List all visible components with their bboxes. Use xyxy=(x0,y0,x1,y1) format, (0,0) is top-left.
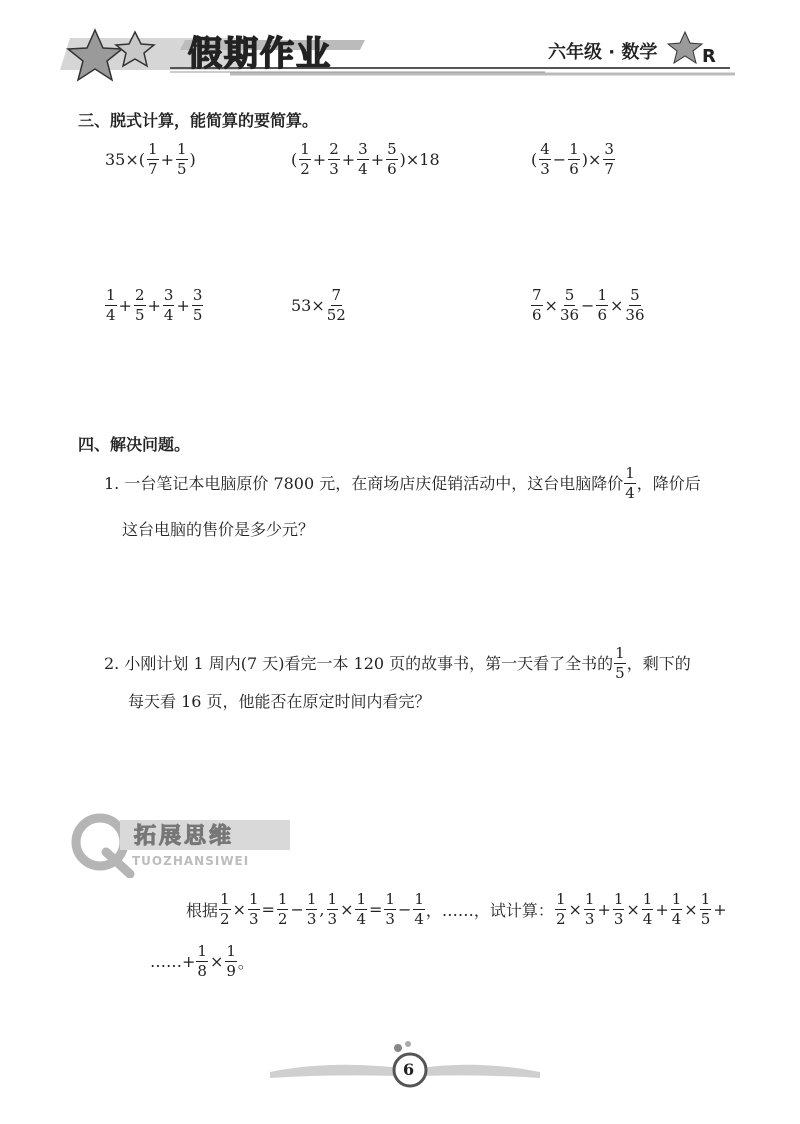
section3-heading: 三、脱式计算，能简算的要简算。 xyxy=(78,111,319,130)
fraction: $\frac{5}{36}$ xyxy=(559,286,580,324)
footer-decoration xyxy=(0,1030,800,1110)
small-star-icon xyxy=(668,32,702,63)
fraction: $\frac{7}{52}$ xyxy=(326,286,346,324)
fraction: $\frac{2}{3}$ xyxy=(329,140,339,178)
fraction: $\frac{1}{9}$ xyxy=(226,942,236,980)
fraction: $\frac{1}{4}$ xyxy=(642,890,653,928)
problem-1-line-2: 这台电脑的售价是多少元？ xyxy=(122,520,315,539)
fraction: $\frac{1}{4}$ xyxy=(356,890,367,928)
fraction: $\frac{7}{6}$ xyxy=(532,286,542,324)
fraction: $\frac{1}{7}$ xyxy=(148,140,158,178)
page-number: 6 xyxy=(403,1060,415,1079)
fraction: $\frac{5}{6}$ xyxy=(387,140,397,178)
expression-5: 53× $\frac{7}{52}$ xyxy=(291,286,346,324)
extension-line-1: 根据 $\frac{1}{2}$ × $\frac{1}{3}$ = $\frac{1}{2}$ − $\frac{1}{3}$ , $\frac{1}{3}$ × $\frac{1}{4}$ = $\frac{1}{3}$ − $\frac{1}{4}$ ，……，试计算： $\frac{1}{2}$ × $\frac{1}{3}$ + $\frac{1}{3}$ × $\frac{1}{4}$ + $\frac{1}{4}$ × $\frac{1}{5}$ + xyxy=(186,890,727,928)
fraction: $\frac{1}{5}$ xyxy=(615,644,625,682)
fraction: $\frac{1}{2}$ xyxy=(555,890,566,928)
fraction: $\frac{1}{4}$ xyxy=(671,890,682,928)
expression-3: ( $\frac{4}{3}$ − $\frac{1}{6}$ )× $\frac{3}{7}$ xyxy=(531,140,614,178)
fraction: $\frac{1}{2}$ xyxy=(220,890,230,928)
header-decoration xyxy=(0,0,800,100)
fraction: $\frac{1}{3}$ xyxy=(385,890,395,928)
fraction: $\frac{1}{6}$ xyxy=(569,140,579,178)
extension-subtitle: TUOZHANSIWEI xyxy=(132,854,250,868)
fraction: $\frac{5}{36}$ xyxy=(625,286,645,324)
fraction: $\frac{1}{6}$ xyxy=(597,286,607,324)
fraction: $\frac{1}{4}$ xyxy=(414,890,424,928)
fraction: $\frac{1}{5}$ xyxy=(700,890,711,928)
extension-line-2: ……+ $\frac{1}{8}$ × $\frac{1}{9}$ 。 xyxy=(150,942,254,980)
fraction: $\frac{3}{4}$ xyxy=(163,286,174,324)
fraction: $\frac{1}{3}$ xyxy=(306,890,317,928)
edition-badge: R xyxy=(702,46,716,67)
fraction: $\frac{3}{4}$ xyxy=(358,140,368,178)
fraction: $\frac{1}{3}$ xyxy=(248,890,259,928)
expression-4: $\frac{1}{4}$ + $\frac{2}{5}$ + $\frac{3}{4}$ + $\frac{3}{5}$ xyxy=(106,286,203,324)
fraction: $\frac{1}{4}$ xyxy=(106,286,116,324)
page-footer xyxy=(0,1030,800,1110)
extension-banner xyxy=(70,812,290,878)
grade-subject-label: 六年级 · 数学 xyxy=(548,42,658,63)
problem-1-line-1: 1. 一台笔记本电脑原价 7800 元，在商场店庆促销活动中，这台电脑降价 $\frac{1}{4}$ ，降价后 xyxy=(104,464,701,502)
page-header xyxy=(0,0,800,100)
problem-2-line-1: 2. 小刚计划 1 周内(7 天)看完一本 120 页的故事书，第一天看了全书的 $\frac{1}{5}$ ，剩下的 xyxy=(104,644,691,682)
fraction: $\frac{1}{3}$ xyxy=(584,890,595,928)
header-title: 假期作业 xyxy=(188,34,332,74)
fraction: $\frac{4}{3}$ xyxy=(540,140,550,178)
fraction: $\frac{3}{7}$ xyxy=(604,140,614,178)
fraction: $\frac{1}{2}$ xyxy=(277,890,288,928)
fraction: $\frac{1}{4}$ xyxy=(625,464,635,502)
fraction: $\frac{1}{3}$ xyxy=(327,890,338,928)
fraction: $\frac{2}{5}$ xyxy=(134,286,145,324)
fraction: $\frac{1}{2}$ xyxy=(300,140,310,178)
star-icon xyxy=(68,30,154,80)
fraction: $\frac{1}{8}$ xyxy=(197,942,207,980)
fraction: $\frac{1}{5}$ xyxy=(176,140,187,178)
fraction: $\frac{3}{5}$ xyxy=(192,286,203,324)
expression-1: 35×( $\frac{1}{7}$ + $\frac{1}{5}$ ) xyxy=(105,140,196,178)
fraction: $\frac{1}{3}$ xyxy=(613,890,624,928)
expression-6: $\frac{7}{6}$ × $\frac{5}{36}$ − $\frac{1}{6}$ × $\frac{5}{36}$ xyxy=(532,286,645,324)
extension-title: 拓展思维 xyxy=(134,824,235,849)
expression-2: ( $\frac{1}{2}$ + $\frac{2}{3}$ + $\frac{3}{4}$ + $\frac{5}{6}$ )×18 xyxy=(291,140,440,178)
problem-2-line-2: 每天看 16 页，他能否在原定时间内看完？ xyxy=(128,692,431,711)
section4-heading: 四、解决问题。 xyxy=(78,435,191,454)
